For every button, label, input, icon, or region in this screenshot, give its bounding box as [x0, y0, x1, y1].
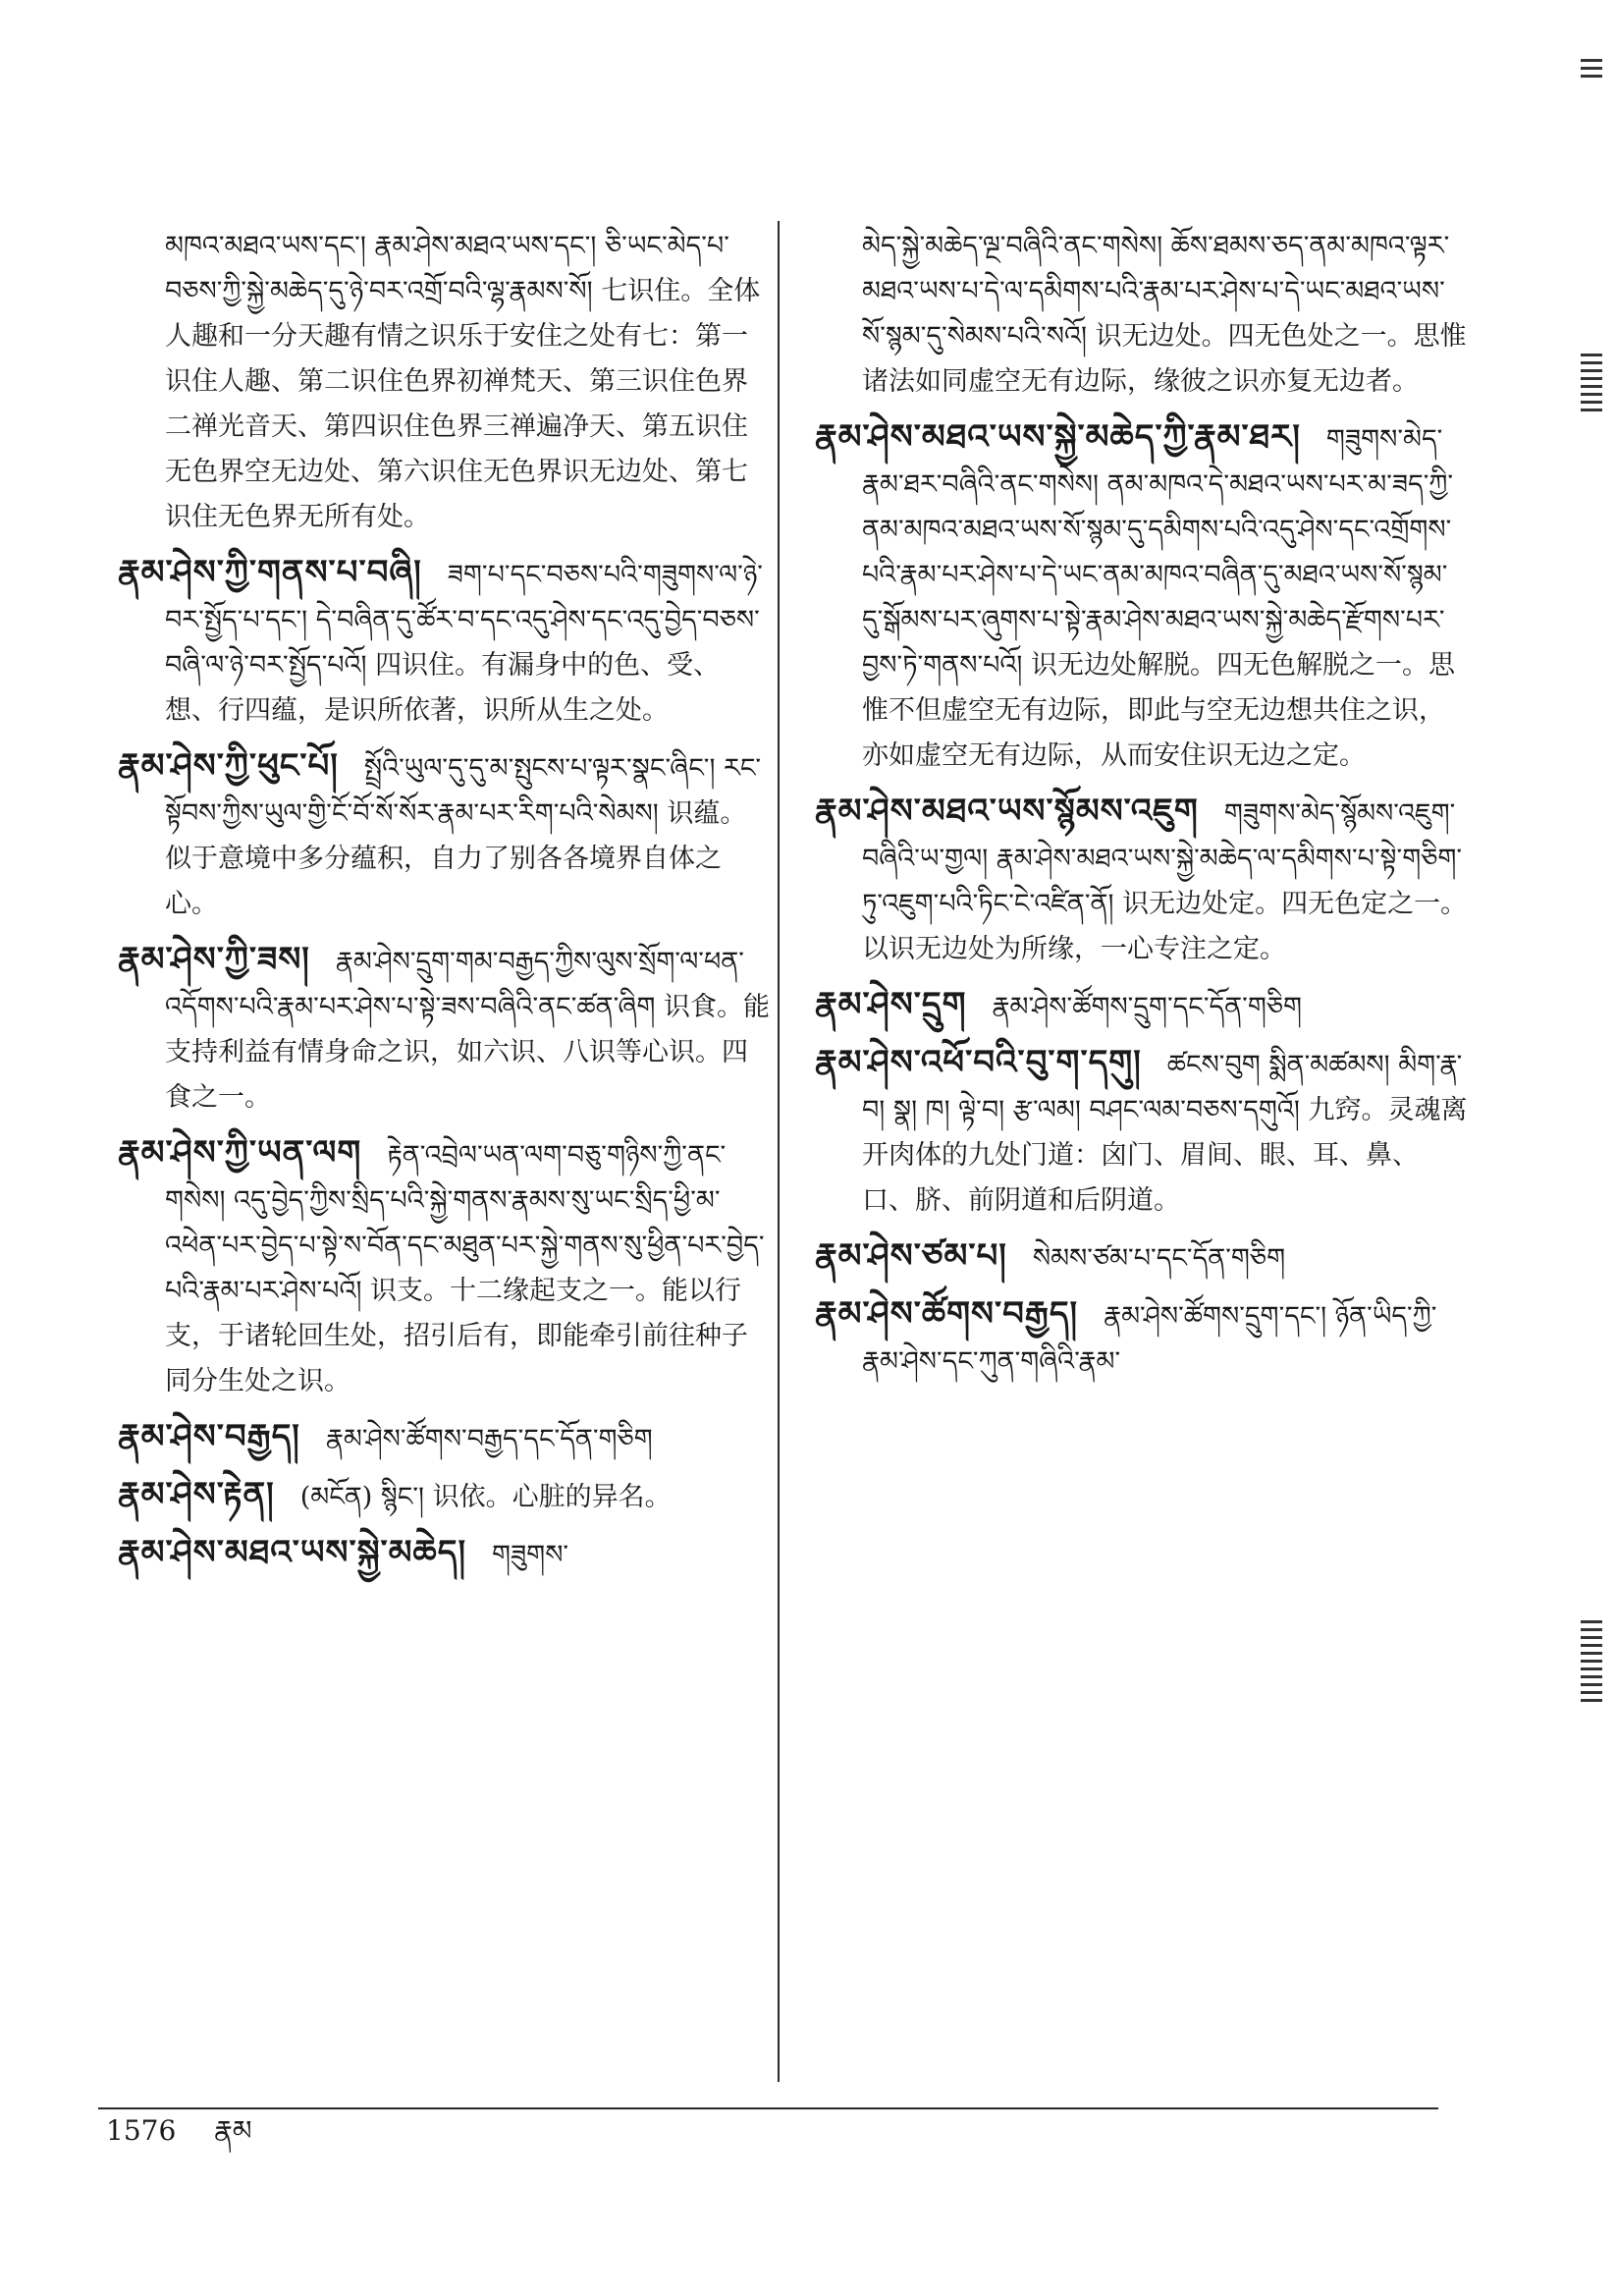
entry-headword: རྣམ་ཤེས་ཀྱི་གནས་པ་བཞི།: [118, 553, 422, 592]
entry-headword: རྣམ་ཤེས་ཀྱི་ཕུང་པོ།: [118, 746, 339, 786]
entry-headword: རྣམ་ཤེས་མཐའ་ཡས་སྐྱེ་མཆེད་ཀྱི་རྣམ་ཐར།: [815, 417, 1301, 457]
entry-tibetan-definition: རྣམ་ཤེས་ཚོགས་དྲུག་དང་དོན་གཅིག: [992, 992, 1303, 1022]
entry-headword: རྣམ་ཤེས་ཙམ་པ།: [815, 1236, 1007, 1276]
entry-headword: རྣམ་ཤེས་མཐའ་ཡས་སྐྱེ་མཆེད།: [118, 1533, 466, 1572]
footer-rule: [98, 2107, 1438, 2109]
entry-chinese-definition: 识依。心脏的异名。: [432, 1482, 672, 1512]
running-head: རྣམ: [214, 2114, 252, 2147]
left-column: [118, 224, 771, 1588]
dictionary-entry: [815, 414, 1468, 779]
entry-tibetan-definition: ཟག་པ་དང་བཅས་པའི་གཟུགས་ལ་ཉེ་བར་སྤྱོད་པ་དང་། དེ་བཞིན་དུ་ཚོར་བ་དང་འདུ་ཤེས་དང་འདུ་བྱེད་བཅས་བཞི་ལ་ཉེ་བར་སྤྱོད་པའོ།: [165, 560, 763, 681]
entry-tibetan-definition: ཚངས་བུག སྨིན་མཚམས། མིག་རྣ་བ། སྣ། ཁ། ལྟེ་བ། རྩ་ལམ། བཤང་ལམ་བཅས་དགུའོ།: [862, 1050, 1463, 1125]
dictionary-entry: [118, 1130, 771, 1404]
entry-chinese-definition: 识无边处。四无色处之一。思惟诸法如同虚空无有边际，缘彼之识亦复无边者。: [862, 321, 1467, 397]
entry-headword: རྣམ་ཤེས་འཕོ་བའི་བུ་ག་དགུ།: [815, 1043, 1142, 1082]
entry-chinese-definition: 识无边处定。四无色定之一。以识无边处为所缘，一心专注之定。: [862, 889, 1468, 964]
entry-tibetan-definition: གཟུགས་: [492, 1540, 569, 1570]
entry-headword: རྣམ་ཤེས་དྲུག: [815, 985, 967, 1024]
entry-chinese-definition: 九窍。灵魂离开肉体的九处门道：囟门、眉间、眼、耳、鼻、口、脐、前阴道和后阴道。: [862, 1095, 1468, 1216]
entry-tibetan-definition: གཟུགས་མེད་རྣམ་ཐར་བཞིའི་ནང་གསེས། ནམ་མཁའ་དེ་མཐའ་ཡས་པར་མ་ཟད་ཀྱི་ནམ་མཁའ་མཐའ་ཡས་སོ་སྙམ་དུ་དམིགས་པའི་འདུ་ཤེས་དང་འགྲོགས་པའི་རྣམ་པར་ཤེས་པ་དེ་ཡང་ནམ་མཁའ་བཞིན་དུ་མཐའ་ཡས་སོ་སྙམ་དུ་སྒོམས་པར་ཞུགས་པ་སྟེ་རྣམ་ཤེས་མཐའ་ཡས་སྐྱེ་མཆེད་རྫོགས་པར་བྱས་ཏེ་གནས་པའོ།: [862, 424, 1454, 681]
dictionary-entry: [815, 224, 1468, 405]
entry-chinese-definition: 七识住。全体人趣和一分天趣有情之识乐于安住之处有七：第一识住人趣、第二识住色界初禅梵天、第三识住色界二禅光音天、第四识住色界三禅遍净天、第五识住无色界空无边处、第六识住无色界识无边处、第七识住无色界无所有处。: [165, 276, 761, 532]
dictionary-entry: [815, 982, 1468, 1030]
entry-tibetan-definition: སེམས་ཙམ་པ་དང་དོན་གཅིག: [1032, 1243, 1286, 1274]
entry-headword: རྣམ་ཤེས་ཀྱི་ཟས།: [118, 940, 310, 979]
dictionary-entry: [815, 789, 1468, 972]
dictionary-entry: [118, 550, 771, 734]
entry-tibetan-definition: (མངོན) སྙིང་།: [299, 1482, 425, 1512]
dictionary-entry: [118, 937, 771, 1121]
edge-marks-top: [1581, 59, 1602, 82]
entry-chinese-definition: 识无边处解脱。四无色解脱之一。思惟不但虚空无有边际，即此与空无边想共住之识，亦如虚空无有边际，从而安住识无边之定。: [862, 650, 1456, 771]
entry-headword: རྣམ་ཤེས་ཚོགས་བརྒྱད།: [815, 1294, 1079, 1334]
dictionary-entry: [118, 1530, 771, 1578]
entry-chinese-definition: 识蕴。似于意境中多分蕴积，自力了别各各境界自体之心。: [165, 798, 747, 919]
entry-chinese-definition: 四识住。有漏身中的色、受、想、行四蕴，是识所依著，识所从生之处。: [165, 650, 721, 726]
page-footer: [106, 2111, 252, 2151]
entry-tibetan-definition: གཟུགས་མེད་སྙོམས་འཇུག་བཞིའི་ཡ་གྱལ། རྣམ་ཤེས་མཐའ་ཡས་སྐྱེ་མཆེད་ལ་དམིགས་པ་སྟེ་གཅིག་ཏུ་འཇུག་པའི་ཏིང་ངེ་འཛིན་ནོ།: [862, 798, 1463, 919]
dictionary-entry: [118, 224, 771, 540]
dictionary-entry: [815, 1291, 1468, 1385]
entry-tibetan-definition: རྣམ་ཤེས་དྲུག་གམ་བརྒྱད་ཀྱིས་ལུས་སྲོག་ལ་ཕན་འདོགས་པའི་རྣམ་པར་ཤེས་པ་སྟེ་ཟས་བཞིའི་ནང་ཚན་ཞིག: [165, 947, 744, 1022]
entry-tibetan-definition: རྣམ་ཤེས་ཚོགས་དྲུག་དང་། ཉོན་ཡིད་ཀྱི་རྣམ་ཤེས་དང་ཀུན་གཞིའི་རྣམ་: [862, 1301, 1437, 1377]
entry-tibetan-definition: རྣམ་ཤེས་ཚོགས་བརྒྱད་དང་དོན་གཅིག: [325, 1424, 653, 1454]
entry-headword: རྣམ་ཤེས་རྟེན།: [118, 1475, 275, 1514]
dictionary-entry: [815, 1233, 1468, 1282]
entry-tibetan-definition: སྤྲོའི་ཡུལ་དུ་དུ་མ་སྤུངས་པ་ལྟར་སྣང་ཞིང་། རང་སྟོབས་ཀྱིས་ཡུལ་གྱི་ངོ་བོ་སོ་སོར་རྣམ་པར་རིག་པའི་སེམས།: [165, 753, 762, 829]
entry-headword: རྣམ་ཤེས་ཀྱི་ཡན་ལག: [118, 1133, 362, 1173]
entry-tibetan-definition: རྟེན་འབྲེལ་ཡན་ལག་བཅུ་གཉིས་ཀྱི་ནང་གསེས། འདུ་བྱེད་ཀྱིས་སྲིད་པའི་སྐྱེ་གནས་རྣམས་སུ་ཡང་སྲིད་ཕྱི་མ་འཕེན་པར་བྱེད་པ་སྟེ་ས་བོན་དང་མཐུན་པར་སྐྱེ་གནས་སུ་ཕྱིན་པར་བྱེད་པའི་རྣམ་པར་ཤེས་པའོ།: [165, 1140, 765, 1306]
entry-chinese-definition: 识支。十二缘起支之一。能以行支，于诸轮回生处，招引后有，即能牵引前往种子同分生处之识。: [165, 1276, 748, 1396]
entry-tibetan-definition: མེད་སྐྱེ་མཆེད་ལྔ་བཞིའི་ནང་གསེས། ཆོས་ཐམས་ཅད་ནམ་མཁའ་ལྟར་མཐའ་ཡས་པ་དེ་ལ་དམིགས་པའི་རྣམ་པར་ཤེས་པ་དེ་ཡང་མཐའ་ཡས་སོ་སྙམ་དུ་སེམས་པའི་སའོ།: [862, 231, 1450, 352]
entry-headword: རྣམ་ཤེས་བརྒྱད།: [118, 1417, 300, 1456]
page-number: 1576: [106, 2114, 177, 2147]
edge-marks-1: [1581, 354, 1602, 416]
dictionary-entry: [118, 1414, 771, 1462]
dictionary-entry: [118, 743, 771, 927]
entry-chinese-definition: 识食。能支持利益有情身命之识，如六识、八识等心识。四食之一。: [165, 992, 771, 1113]
dictionary-entry: [118, 1472, 771, 1520]
entry-headword: རྣམ་ཤེས་མཐའ་ཡས་སྙོམས་འཇུག: [815, 792, 1199, 831]
dictionary-entry: [815, 1040, 1468, 1224]
right-column: [815, 224, 1468, 1394]
column-divider: [778, 221, 780, 2082]
entry-tibetan-definition: མཁའ་མཐའ་ཡས་དང་། རྣམ་ཤེས་མཐའ་ཡས་དང་། ཅི་ཡང་མེད་པ་བཅས་ཀྱི་སྐྱེ་མཆེད་དུ་ཉེ་བར་འགྲོ་བའི་ལྷ་རྣམས་སོ།: [165, 231, 729, 306]
edge-marks-2: [1581, 1620, 1602, 1707]
